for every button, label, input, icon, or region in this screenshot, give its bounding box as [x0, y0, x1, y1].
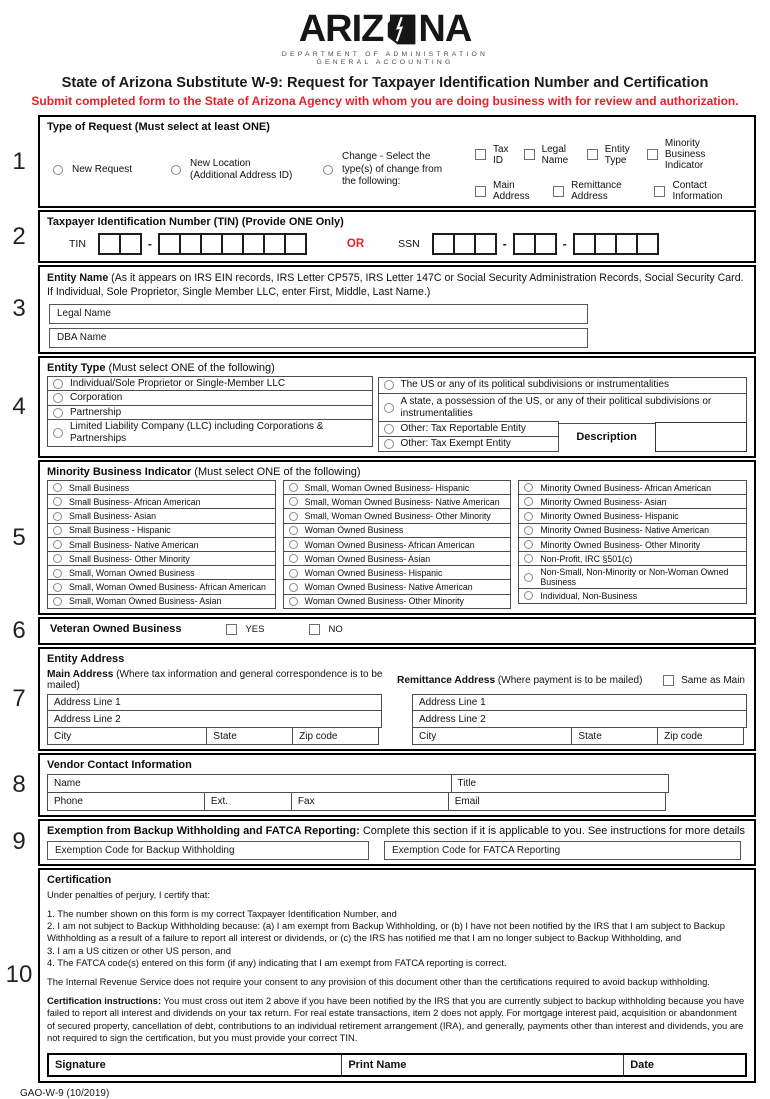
- ssn-dash-2: -: [562, 237, 567, 251]
- checkbox-icon: [475, 186, 486, 197]
- radio-icon: [384, 380, 394, 390]
- vendor-contact-table: [47, 774, 670, 811]
- w9-form: [0, 115, 770, 1083]
- minority-option-label: Minority Owned Business- Asian: [540, 496, 667, 507]
- minority-option-label: Small Business: [69, 482, 130, 493]
- entity-type-other-option[interactable]: [378, 436, 559, 453]
- vendor-contact-title: Vendor Contact Information: [47, 759, 192, 772]
- checkbox-icon: [553, 186, 564, 197]
- exemption-title: Exemption from Backup Withholding and FATCA Reporting: Complete this section if it is applicable to you. See instructions for more details: [47, 824, 745, 837]
- logo-text-right: NA: [418, 8, 472, 50]
- type-of-request-title: Type of Request (Must select at least ONE): [47, 121, 270, 133]
- certification-items: [47, 908, 747, 969]
- change-type-label: Main Address: [493, 180, 530, 202]
- vendor-fax-field[interactable]: Fax: [291, 792, 449, 811]
- radio-icon: [289, 583, 298, 592]
- minority-option-label: Woman Owned Business- Other Minority: [304, 596, 464, 607]
- entity-type-option-label: Individual/Sole Proprietor or Single-Member LLC: [70, 377, 286, 389]
- digit-box[interactable]: [453, 233, 476, 255]
- section-type-of-request: [0, 115, 770, 208]
- entity-type-other-option[interactable]: [378, 421, 559, 438]
- main-zip-field[interactable]: Zip code: [292, 727, 379, 745]
- entity-type-left-column: [47, 377, 373, 452]
- certification-instructions: Certification instructions: You must cross out item 2 above if you have been notified by the IRS that you are currently subject to backup withholding because you have failed to report all interest and dividends on your tax return. For real estate transactions, item 2 does not apply. For mortgage interest paid, acquisition or abandonment of secured property, cancellation of debt, contributions to an individual retirement arrangement (IRA), and generally, payments other than interest and dividends, you are not required to sign the certification, but you must provide your correct TIN.: [47, 995, 745, 1043]
- change-type-label: Tax ID: [493, 143, 509, 166]
- vendor-phone-field[interactable]: Phone: [47, 792, 205, 811]
- radio-icon: [289, 540, 298, 549]
- minority-option-label: Woman Owned Business- Asian: [304, 553, 431, 564]
- radio-icon: [524, 512, 533, 521]
- radio-icon: [524, 591, 533, 600]
- minority-option[interactable]: [47, 594, 276, 610]
- digit-box[interactable]: [242, 233, 265, 255]
- minority-column-2: [283, 481, 512, 609]
- radio-icon: [289, 554, 298, 563]
- checkbox-icon: [663, 675, 674, 686]
- radio-new-location[interactable]: [171, 158, 323, 183]
- radio-icon: [384, 439, 394, 449]
- fatca-code-field[interactable]: Exemption Code for FATCA Reporting: [384, 841, 741, 860]
- remittance-address-table: [412, 695, 747, 745]
- entity-name-title: Entity Name (As it appears on IRS EIN records, IRS Letter CP575, IRS Letter 147C or Social Security Administration Records, Social Security Card. If Individual, Sole Proprietor, Single Member LLC, enter First, Middle, Last Name.): [47, 272, 744, 298]
- radio-icon: [53, 569, 62, 578]
- section-entity-address: [0, 647, 770, 751]
- radio-icon: [384, 424, 394, 434]
- digit-box[interactable]: [534, 233, 557, 255]
- radio-icon: [53, 512, 62, 521]
- entity-type-option-label: Limited Liability Company (LLC) including Corporations & Partnerships: [70, 421, 324, 445]
- change-checkbox-row-2: [475, 180, 747, 202]
- section-vendor-contact: [0, 753, 770, 817]
- remit-address-line1-field[interactable]: Address Line 1: [412, 694, 747, 712]
- section-entity-name: [0, 265, 770, 354]
- change-type-checkbox[interactable]: [654, 180, 739, 202]
- checkbox-icon: [524, 149, 535, 160]
- tin-digit-group-2: [158, 233, 307, 255]
- digit-box[interactable]: [263, 233, 286, 255]
- change-checkbox-row-1: [475, 138, 747, 171]
- minority-option-label: Small Business- African American: [69, 496, 201, 507]
- radio-icon: [53, 540, 62, 549]
- remit-city-field[interactable]: City: [412, 727, 573, 745]
- minority-option-label: Small Business - Hispanic: [69, 525, 171, 536]
- entity-type-option-label: Corporation: [70, 392, 123, 404]
- radio-icon: [289, 512, 298, 521]
- checkbox-icon: [226, 624, 237, 635]
- main-address-line2-field[interactable]: Address Line 2: [47, 710, 382, 728]
- checkbox-icon: [654, 186, 665, 197]
- change-checkbox-grid: [475, 138, 747, 202]
- digit-box[interactable]: [474, 233, 497, 255]
- veteran-no-label: NO: [328, 623, 343, 635]
- radio-change[interactable]: [323, 151, 475, 189]
- digit-box[interactable]: [200, 233, 223, 255]
- certification-title: Certification: [47, 873, 112, 886]
- ssn-digit-group-1: [432, 233, 497, 255]
- entity-address-title: Entity Address: [47, 653, 125, 666]
- minority-option-label: Small, Woman Owned Business- Asian: [69, 596, 222, 607]
- minority-option-label: Small, Woman Owned Business- Hispanic: [304, 482, 470, 493]
- digit-box[interactable]: [179, 233, 202, 255]
- or-label: OR: [346, 238, 365, 250]
- minority-option-label: Woman Owned Business- Native American: [304, 582, 473, 593]
- main-address-line1-field[interactable]: Address Line 1: [47, 694, 382, 712]
- minority-option-label: Small, Woman Owned Business- Native American: [304, 496, 500, 507]
- veteran-yes-checkbox[interactable]: [226, 624, 264, 635]
- date-field[interactable]: Date: [623, 1055, 745, 1075]
- section-number-3: 3: [12, 295, 26, 323]
- section-number-4: 4: [12, 393, 26, 421]
- page-header: [0, 0, 770, 108]
- certification-item: 2. I am not subject to Backup Withholding because: (a) I am exempt from Backup Withholding, or (b) I have not been notified by the IRS that I am subject to Backup Withholding as a result of a failure to report all interest or dividends, or (c) the IRS has notified me that I am no longer subject to Backup Withholding, and: [47, 920, 725, 944]
- certification-intro: Under penalties of perjury, I certify that:: [47, 888, 210, 900]
- radio-icon: [171, 165, 181, 175]
- radio-icon: [53, 393, 63, 403]
- radio-icon: [53, 497, 62, 506]
- entity-type-title: Entity Type (Must select ONE of the following): [47, 361, 275, 374]
- radio-icon: [53, 165, 63, 175]
- logo-dept-line1: DEPARTMENT OF ADMINISTRATION: [281, 51, 489, 58]
- irs-note: The Internal Revenue Service does not require your consent to any provision of this document other than the certifications required to avoid backup withholding.: [47, 975, 710, 987]
- section-veteran: [0, 617, 770, 645]
- minority-option-label: Individual, Non-Business: [540, 590, 638, 601]
- section-tin: [0, 210, 770, 263]
- entity-type-other-label: Other: Tax Exempt Entity: [400, 438, 511, 450]
- change-type-label: Remittance Address: [571, 180, 622, 202]
- change-type-label: Contact Information: [672, 180, 723, 202]
- change-type-label: Entity Type: [604, 143, 630, 166]
- radio-icon: [53, 408, 63, 418]
- minority-column-3: [518, 481, 747, 603]
- section-number-8: 8: [12, 770, 26, 798]
- minority-option-label: Woman Owned Business- Hispanic: [304, 567, 443, 578]
- section-minority-indicator: [0, 460, 770, 615]
- veteran-title: Veteran Owned Business: [50, 623, 182, 636]
- page-title: State of Arizona Substitute W-9: Request for Taxpayer Identification Number and Certification: [61, 75, 709, 91]
- form-id: GAO-W-9 (10/2019): [20, 1088, 110, 1099]
- remit-zip-field[interactable]: Zip code: [657, 727, 744, 745]
- minority-option-label: Minority Owned Business- Other Minority: [540, 539, 701, 550]
- tin-digit-group-1: [98, 233, 142, 255]
- radio-icon: [524, 554, 533, 563]
- radio-icon: [524, 540, 533, 549]
- description-label: Description: [576, 431, 637, 444]
- certification-item: 3. I am a US citizen or other US person, and: [47, 944, 231, 956]
- minority-option-label: Small, Woman Owned Business- Other Minority: [304, 511, 491, 522]
- same-as-main-checkbox[interactable]: [663, 675, 745, 686]
- minority-option-label: Small Business- Native American: [69, 539, 199, 550]
- backup-withholding-code-field[interactable]: Exemption Code for Backup Withholding: [47, 841, 369, 860]
- minority-title: Minority Business Indicator (Must select ONE of the following): [47, 466, 361, 479]
- checkbox-icon: [475, 149, 486, 160]
- digit-box[interactable]: [158, 233, 181, 255]
- digit-box[interactable]: [98, 233, 121, 255]
- checkbox-icon: [587, 149, 598, 160]
- ssn-digit-group-2: [513, 233, 557, 255]
- remit-state-field[interactable]: State: [571, 727, 658, 745]
- entity-type-option-label: The US or any of its political subdivisions or instrumentalities: [400, 379, 669, 391]
- minority-option[interactable]: [283, 594, 512, 610]
- entity-type-option[interactable]: [47, 405, 373, 421]
- entity-type-option[interactable]: [47, 390, 373, 406]
- radio-icon: [524, 573, 533, 582]
- tin-label: TIN: [69, 238, 86, 250]
- remit-address-line2-field[interactable]: Address Line 2: [412, 710, 747, 728]
- digit-box[interactable]: [221, 233, 244, 255]
- radio-icon: [53, 483, 62, 492]
- section-exemption: [0, 819, 770, 866]
- change-type-checkbox[interactable]: [553, 180, 639, 202]
- change-type-label: Legal Name: [541, 143, 569, 166]
- ssn-digit-group-3: [573, 233, 659, 255]
- digit-box[interactable]: [594, 233, 617, 255]
- veteran-no-checkbox[interactable]: [309, 624, 342, 635]
- entity-type-other-label: Other: Tax Reportable Entity: [400, 423, 526, 435]
- arizona-state-icon: [385, 13, 416, 46]
- remittance-address-label: Remittance Address (Where payment is to be mailed): [397, 674, 643, 686]
- dba-name-field[interactable]: DBA Name: [49, 328, 588, 348]
- entity-type-option-label: A state, a possession of the US, or any of their political subdivisions or instrumentalities: [400, 396, 712, 420]
- radio-icon: [524, 526, 533, 535]
- radio-icon: [53, 554, 62, 563]
- change-type-checkbox[interactable]: [475, 180, 538, 202]
- change-type-label: Minority Business Indicator: [664, 138, 706, 171]
- radio-icon: [323, 165, 333, 175]
- description-input-box[interactable]: [655, 422, 747, 452]
- same-as-main-label: Same as Main: [681, 674, 745, 686]
- change-type-checkbox[interactable]: [587, 144, 632, 166]
- minority-option-label: Non-Small, Non-Minority or Non-Woman Owned Business: [540, 567, 729, 588]
- radio-icon: [384, 403, 394, 413]
- veteran-yes-label: YES: [245, 623, 265, 635]
- digit-box[interactable]: [432, 233, 455, 255]
- tin-title: Taxpayer Identification Number (TIN) (Provide ONE Only): [47, 216, 344, 228]
- change-type-checkbox[interactable]: [647, 138, 739, 171]
- section-number-1: 1: [12, 147, 26, 175]
- minority-option[interactable]: [518, 565, 747, 589]
- minority-option-label: Minority Owned Business- Hispanic: [540, 511, 679, 522]
- section-number-10: 10: [5, 961, 33, 989]
- minority-option-label: Minority Owned Business- African American: [540, 482, 711, 493]
- section-certification: [0, 868, 770, 1083]
- minority-option[interactable]: [518, 588, 747, 604]
- arizona-logo: [0, 10, 770, 48]
- section-number-7: 7: [12, 685, 26, 713]
- checkbox-icon: [309, 624, 320, 635]
- main-address-table: [47, 695, 382, 745]
- certification-item: 4. The FATCA code(s) entered on this form (if any) indicating that I am exempt from FATCA reporting is correct.: [47, 956, 507, 968]
- minority-option-label: Small, Woman Owned Business- African American: [69, 582, 266, 593]
- radio-icon: [53, 597, 62, 606]
- radio-icon: [524, 497, 533, 506]
- minority-option-label: Small Business- Other Minority: [69, 553, 190, 564]
- main-city-field[interactable]: City: [47, 727, 208, 745]
- minority-column-1: [47, 481, 276, 609]
- digit-box[interactable]: [284, 233, 307, 255]
- minority-option-label: Small, Woman Owned Business: [69, 567, 195, 578]
- section-entity-type: [0, 356, 770, 458]
- main-state-field[interactable]: State: [206, 727, 293, 745]
- radio-icon: [53, 428, 63, 438]
- vendor-ext-field[interactable]: Ext.: [204, 792, 292, 811]
- radio-change-label: Change - Select the type(s) of change from the following:: [342, 151, 443, 188]
- page-subtitle: Submit completed form to the State of Arizona Agency with whom you are doing business with for review and authorization.: [31, 94, 739, 108]
- radio-icon: [289, 497, 298, 506]
- entity-type-right-column: [378, 377, 748, 452]
- minority-option-label: Woman Owned Business: [304, 525, 404, 536]
- signature-field[interactable]: Signature: [49, 1055, 341, 1075]
- checkbox-icon: [647, 149, 658, 160]
- change-type-checkbox[interactable]: [475, 144, 509, 166]
- radio-icon: [289, 569, 298, 578]
- radio-new-location-label: New Location (Additional Address ID): [190, 157, 293, 181]
- digit-box[interactable]: [615, 233, 638, 255]
- vendor-title-field[interactable]: Title: [451, 774, 669, 793]
- radio-icon: [53, 526, 62, 535]
- tin-dash: -: [147, 237, 152, 251]
- logo-dept-line2: GENERAL ACCOUNTING: [316, 59, 454, 66]
- radio-new-request-label: New Request: [72, 163, 133, 175]
- radio-icon: [289, 483, 298, 492]
- signature-table: [47, 1053, 747, 1077]
- entity-type-other-options: [378, 422, 559, 452]
- section-number-6: 6: [12, 617, 26, 645]
- certification-item: 1. The number shown on this form is my correct Taxpayer Identification Number, and: [47, 907, 397, 919]
- entity-type-option[interactable]: [378, 393, 748, 424]
- digit-box[interactable]: [513, 233, 536, 255]
- entity-type-option[interactable]: [378, 377, 748, 394]
- radio-icon: [289, 597, 298, 606]
- vendor-name-field[interactable]: Name: [47, 774, 452, 793]
- main-address-label: Main Address (Where tax information and general correspondence is to be mailed): [47, 669, 383, 692]
- digit-box[interactable]: [573, 233, 596, 255]
- section-number-9: 9: [12, 828, 26, 856]
- logo-text-left: ARIZ: [298, 8, 384, 50]
- digit-box[interactable]: [636, 233, 659, 255]
- minority-option-label: Minority Owned Business- Native American: [540, 525, 710, 536]
- section-number-2: 2: [12, 222, 26, 250]
- change-type-checkbox[interactable]: [524, 144, 572, 166]
- radio-icon: [53, 583, 62, 592]
- minority-option-label: Small Business- Asian: [69, 511, 157, 522]
- entity-type-option[interactable]: [47, 419, 373, 447]
- minority-option-label: Non-Profit, IRC §501(c): [540, 553, 633, 564]
- digit-box[interactable]: [119, 233, 142, 255]
- print-name-field[interactable]: Print Name: [341, 1055, 623, 1075]
- radio-icon: [524, 483, 533, 492]
- vendor-email-field[interactable]: Email: [448, 792, 666, 811]
- section-number-5: 5: [12, 523, 26, 551]
- radio-icon: [289, 526, 298, 535]
- radio-icon: [53, 379, 63, 389]
- radio-new-request[interactable]: [53, 164, 171, 177]
- legal-name-field[interactable]: Legal Name: [49, 304, 588, 324]
- minority-option-label: Woman Owned Business- African American: [304, 539, 475, 550]
- ssn-dash-1: -: [502, 237, 507, 251]
- ssn-label: SSN: [398, 238, 420, 250]
- entity-type-option-label: Partnership: [70, 406, 122, 418]
- entity-type-option[interactable]: [47, 376, 373, 392]
